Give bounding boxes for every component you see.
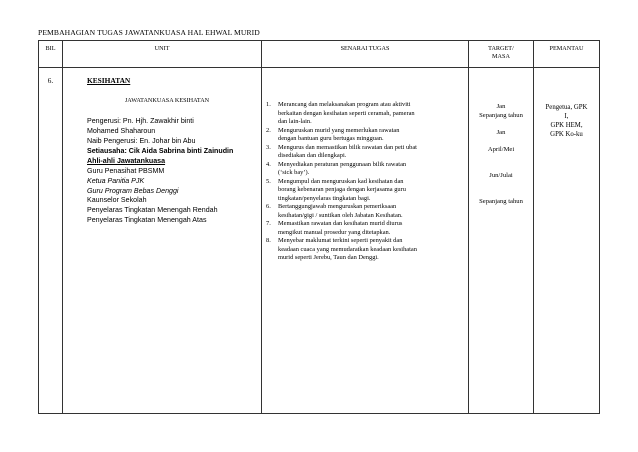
header-bil: BIL	[39, 41, 63, 68]
member-line: Ketua Panitia PJK	[87, 176, 145, 185]
target-entry: Jan	[496, 128, 506, 136]
list-item: 2. Menguruskan murid yang memerlukan rawatan dengan bantuan guru bertugas mingguan.	[266, 126, 400, 142]
list-item: 5. Mengumpul dan menguruskan kad kesihatan dan borang kebenaran penjaga dengan kerjasama guru tingkatan/penyelaras tingkatan bagi.	[266, 177, 406, 202]
header-unit: UNIT	[63, 41, 262, 68]
unit-title: KESIHATAN	[87, 76, 131, 85]
header-tugas: SENARAI TUGAS	[262, 41, 469, 68]
list-item: 4. Menyediakan peraturan penggunaan bilik rawatan (‘sick bay’).	[266, 160, 407, 176]
target-entry: April/Mei	[487, 145, 515, 153]
task-list	[266, 101, 462, 263]
committee-heading: JAWATANKUASA KESIHATAN	[124, 96, 210, 104]
page-title: PEMBAHAGIAN TUGAS JAWATANKUASA HAL EHWAL MURID	[38, 28, 260, 37]
header-pemantau: PEMANTAU	[534, 41, 600, 68]
header-row	[39, 41, 600, 68]
target-entry	[469, 189, 533, 198]
member-line: Setiausaha: Cik Aida Sabrina binti Zainudin	[87, 146, 234, 155]
member-line: Mohamed Shaharoun	[87, 127, 156, 136]
list-item: 8. Menyebar maklumat terkini seperti penyakit dan keadaan cuaca yang memudaratkan keadaan kesihatan murid seperti Jerebu, Taun dan Denggi.	[266, 237, 417, 261]
member-line: Guru Penasihat PBSMM	[87, 166, 165, 175]
member-line: Pengerusi: Pn. Hjh. Zawakhir binti	[87, 117, 194, 126]
target-entry: Jun/Julai	[489, 171, 513, 179]
bil-cell: 6.	[39, 68, 63, 414]
member-line: Naib Pengerusi: En. Johar bin Abu	[87, 137, 196, 145]
member-line: Kaunselor Sekolah	[87, 196, 147, 205]
target-entry	[469, 180, 533, 189]
list-item: 1. Merancang dan melaksanakan program atau aktiviti berkaitan dengan kesihatan seperti ceramah, pameran dan lain-lain.	[266, 101, 415, 125]
member-line: Penyelaras Tingkatan Menengah Atas	[87, 216, 207, 225]
pemantau-line: I,	[564, 113, 569, 120]
target-cell	[469, 68, 534, 414]
list-item: 6. Bertanggungjawab menguruskan pemeriksaan kesihatan/gigi / suntikan oleh Jabatan Kesihatan.	[266, 203, 403, 219]
target-entry: Sepanjang tahun	[479, 197, 523, 205]
header-target-line1: TARGET/	[488, 45, 514, 52]
target-entry: Sepanjang tahun	[479, 111, 523, 119]
header-target-line2: MASA	[492, 53, 510, 60]
target-entry	[469, 155, 533, 164]
pemantau-line: GPK Ko-ku	[550, 131, 583, 138]
member-line: Penyelaras Tingkatan Menengah Rendah	[87, 206, 218, 215]
unit-cell	[63, 68, 262, 414]
pemantau-cell	[534, 68, 600, 414]
task-table	[38, 40, 600, 414]
member-line: Guru Program Bebas Denggi	[87, 186, 179, 195]
target-entry: Jan	[496, 103, 506, 110]
table-row	[39, 68, 600, 414]
tugas-cell	[262, 68, 469, 414]
target-entry	[469, 163, 533, 172]
pemantau-line: GPK HEM,	[550, 122, 583, 129]
member-subheading: Ahli-ahli Jawatankuasa	[87, 156, 166, 165]
list-item: 3. Mengurus dan memastikan bilik rawatan dan peti ubat disediakan dan dilengkapi.	[266, 143, 417, 159]
target-entry	[469, 137, 533, 146]
target-entry	[469, 120, 533, 129]
header-target	[469, 41, 534, 68]
pemantau-line: Pengetua, GPK	[545, 104, 588, 111]
list-item: 7. Memastikan rawatan dan kesihatan murid diurus mengikut manual prosedur yang ditetapkan.	[266, 220, 403, 236]
